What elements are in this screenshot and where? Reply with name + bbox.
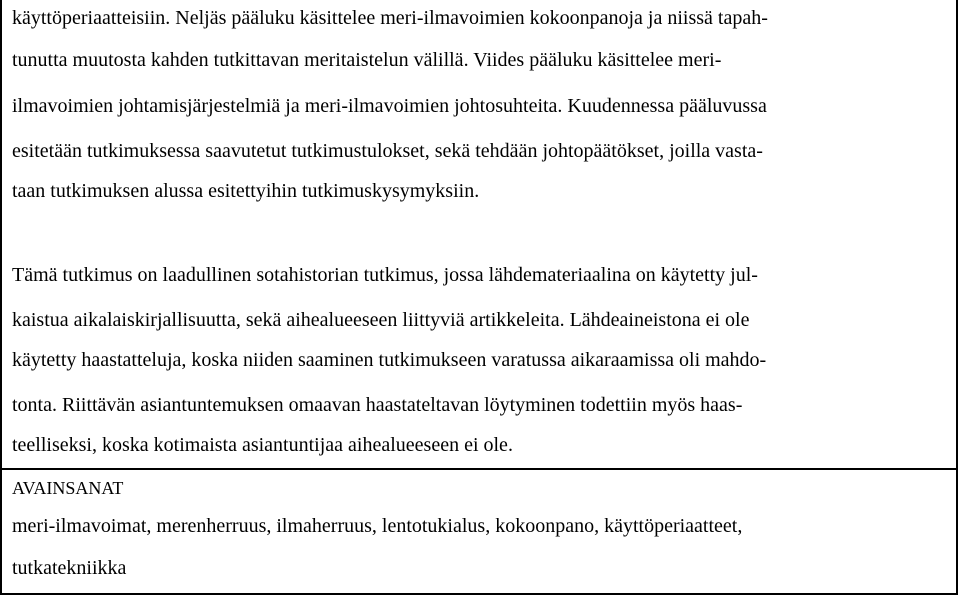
text-line: käyttöperiaatteisiin. Neljäs pääluku käsittelee meri-ilmavoimien kokoonpanoja ja niissä tapah- <box>12 7 768 29</box>
text-line: ilmavoimien johtamisjärjestelmiä ja meri-ilmavoimien johtosuhteita. Kuudennessa pääluvussa <box>12 95 767 117</box>
keywords-line: tutkatekniikka <box>12 557 127 579</box>
text-line: kaistua aikalaiskirjallisuutta, sekä aihealueeseen liittyviä artikkeleita. Lähdeaineistona ei ole <box>12 309 750 331</box>
text-line: Tämä tutkimus on laadullinen sotahistorian tutkimus, jossa lähdemateriaalina on käytetty jul- <box>12 264 758 286</box>
text-line: teelliseksi, koska kotimaista asiantuntijaa aihealueeseen ei ole. <box>12 434 513 456</box>
text-line: tonta. Riittävän asiantuntemuksen omaavan haastateltavan löytyminen todettiin myös haas- <box>12 394 743 416</box>
text-line: taan tutkimuksen alussa esitettyihin tutkimuskysymyksiin. <box>12 180 480 202</box>
text-line: esitetään tutkimuksessa saavutetut tutkimustulokset, sekä tehdään johtopäätökset, joilla vasta- <box>12 140 763 162</box>
keywords-heading: AVAINSANAT <box>12 478 124 498</box>
text-line: käytetty haastatteluja, koska niiden saaminen tutkimukseen varatussa aikaraamissa oli mahdo- <box>12 349 767 371</box>
text-line: tunutta muutosta kahden tutkittavan meritaistelun välillä. Viides pääluku käsittelee meri- <box>12 49 722 71</box>
keywords-line: meri-ilmavoimat, merenherruus, ilmaherruus, lentotukialus, kokoonpano, käyttöperiaatteet, <box>12 515 743 537</box>
